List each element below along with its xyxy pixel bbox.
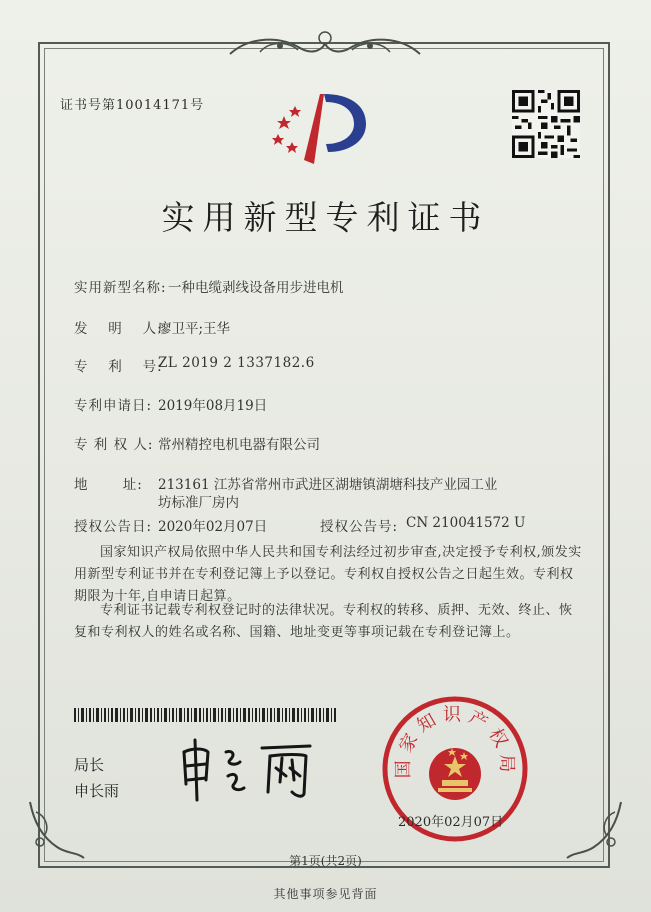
top-ornament: [220, 26, 430, 62]
field-label-grant-date: 授权公告日:: [74, 519, 153, 535]
field-label-patent-no: 专 利 号:: [74, 359, 163, 375]
signatory-title: 局长: [74, 756, 105, 774]
field-value-patent-no: ZL 2019 2 1337182.6: [158, 355, 315, 371]
field-value-name: 一种电缆剥线设备用步进电机: [168, 280, 344, 296]
signatory-name: 申长雨: [74, 782, 120, 800]
field-label-patentee: 专 利 权 人:: [74, 437, 154, 453]
statement-paragraph-2: 专利证书记载专利权登记时的法律状况。专利权的转移、质押、无效、终止、恢复和专利权人的姓名或名称、国籍、地址变更等事项记载在专利登记簿上。: [74, 603, 573, 640]
field-value-grant-date: 2020年02月07日: [158, 519, 268, 535]
page-number: 第1页(共2页): [289, 854, 362, 868]
field-value-address: 213161 江苏省常州市武进区湖塘镇湖塘科技产业园工业: [158, 477, 498, 493]
field-label-announcement-no: 授权公告号:: [320, 519, 399, 535]
certificate-number: 证书号第10014171号: [60, 98, 205, 113]
field-value-patentee: 常州精控电机电器有限公司: [158, 437, 320, 453]
seal-date: 2020年02月07日: [398, 815, 504, 830]
field-value-address-line2: 坊标准厂房内: [158, 495, 239, 511]
handwritten-signature: [170, 732, 320, 804]
field-label-name: 实用新型名称:: [74, 280, 167, 296]
field-value-announcement-no: CN 210041572 U: [406, 515, 526, 531]
field-value-inventor: 廖卫平;王华: [158, 321, 231, 337]
field-value-filing-date: 2019年08月19日: [158, 398, 268, 414]
statement-paragraph-1: 国家知识产权局依照中华人民共和国专利法经过初步审查,决定授予专利权,颁发实用新型专利证书并在专利登记簿上予以登记。专利权自授权公告之日起生效。专利权期限为十年,自申请日起算。: [74, 545, 582, 604]
field-label-address: 地 址:: [74, 477, 143, 493]
footer-note: 其他事项参见背面: [273, 887, 378, 901]
field-label-inventor: 发 明 人:: [74, 321, 163, 337]
seal-text: 国家知识产权局: [392, 704, 518, 779]
barcode-strip: [74, 708, 336, 722]
qr-code-icon: [512, 90, 580, 158]
certificate-title: 实用新型专利证书: [161, 198, 490, 237]
field-label-filing-date: 专利申请日:: [74, 398, 153, 414]
cnipa-logo-icon: [268, 90, 368, 170]
